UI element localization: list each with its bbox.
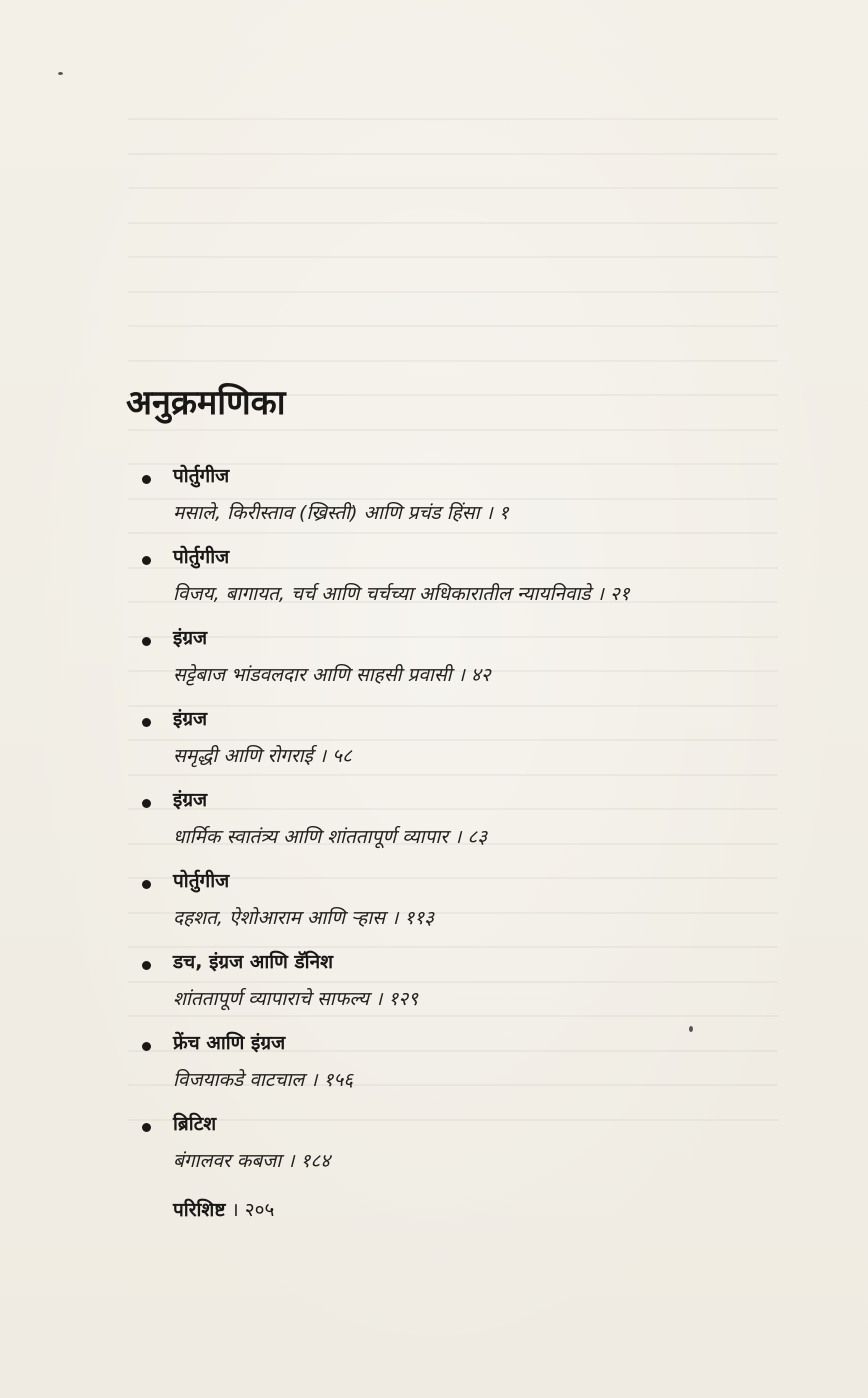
toc-entry-heading: इंग्रज	[173, 627, 208, 649]
toc-entry-subtitle: मसाले, किरीस्ताव (ख्रिस्ती) आणि प्रचंड हिंसा	[173, 502, 480, 524]
toc-entry-subtitle: समृद्धी आणि रोगराई	[173, 745, 313, 767]
toc-entry-separator: ।	[451, 664, 471, 686]
toc-entry	[140, 867, 800, 948]
toc-entry-page-number: १२९	[388, 988, 418, 1010]
toc-entry	[140, 543, 800, 624]
bleed-line	[128, 291, 778, 293]
toc-entry-subtitle-line	[173, 580, 630, 606]
toc-entry-heading: पोर्तुगीज	[173, 870, 230, 892]
bleed-line	[128, 153, 778, 155]
bullet-icon	[142, 961, 151, 970]
toc-entry	[140, 462, 800, 543]
toc-entry	[140, 624, 800, 705]
toc-entry-subtitle: सट्टेबाज भांडवलदार आणि साहसी प्रवासी	[173, 664, 452, 686]
toc-entry-subtitle: विजयाकडे वाटचाल	[173, 1069, 305, 1091]
appendix-page-number: २०५	[244, 1199, 275, 1221]
toc-entry-page-number: १	[498, 502, 509, 524]
toc-entry-subtitle-line	[173, 985, 418, 1011]
toc-entry-subtitle-line	[173, 661, 491, 687]
toc-entry-separator: ।	[448, 826, 468, 848]
page-title: अनुक्रमणिका	[126, 383, 286, 423]
bleed-line	[128, 222, 778, 224]
bleed-line	[128, 256, 778, 258]
bleed-line	[128, 118, 778, 120]
bullet-icon	[142, 556, 151, 565]
bullet-icon	[142, 637, 151, 646]
toc-entry-subtitle-line	[173, 904, 434, 930]
bullet-icon	[142, 475, 151, 484]
toc-entry-heading: ब्रिटिश	[173, 1113, 217, 1135]
toc-entry-heading: पोर्तुगीज	[173, 546, 230, 568]
bleed-line	[128, 429, 778, 431]
toc-entry-separator: ।	[479, 502, 499, 524]
bullet-icon	[142, 799, 151, 808]
toc-entry-heading: डच, इंग्रज आणि डॅनिश	[173, 951, 334, 973]
toc-entry	[140, 1110, 800, 1191]
toc-entry-page-number: ४२	[470, 664, 491, 686]
paper-speck	[58, 72, 63, 75]
toc-entry-subtitle: विजय, बागायत, चर्च आणि चर्चच्या अधिकारातील न्यायनिवाडे	[173, 583, 591, 605]
bullet-icon	[142, 718, 151, 727]
toc-entry	[140, 1029, 800, 1110]
appendix-separator: ।	[225, 1199, 245, 1221]
toc-entry-separator: ।	[385, 907, 405, 929]
toc-entry	[140, 786, 800, 867]
toc-entry-subtitle-line	[173, 1066, 353, 1092]
toc-entry-subtitle-line	[173, 499, 509, 525]
toc-entry-page-number: १८४	[300, 1150, 331, 1172]
toc-entry-subtitle-line	[173, 823, 487, 849]
bullet-icon	[142, 1042, 151, 1051]
appendix-entry	[173, 1196, 274, 1222]
toc-entry-page-number: ११३	[404, 907, 435, 929]
toc-entry-page-number: ५८	[332, 745, 352, 767]
toc-entry-separator: ।	[312, 745, 333, 767]
toc-entry-subtitle: बंगालवर कबजा	[173, 1150, 282, 1172]
table-of-contents	[140, 462, 800, 1191]
bleed-line	[128, 325, 778, 327]
toc-entry-page-number: १५६	[323, 1069, 354, 1091]
toc-entry-subtitle-line	[173, 1147, 330, 1173]
toc-entry-separator: ।	[304, 1069, 324, 1091]
toc-entry	[140, 948, 800, 1029]
bullet-icon	[142, 1123, 151, 1132]
toc-entry-page-number: ८३	[467, 826, 488, 848]
bleed-line	[128, 360, 778, 362]
toc-entry-subtitle: दहशत, ऐशोआराम आणि ऱ्हास	[173, 907, 386, 929]
toc-entry-separator: ।	[590, 583, 610, 605]
toc-entry	[140, 705, 800, 786]
toc-entry-heading: इंग्रज	[173, 708, 208, 730]
toc-entry-heading: पोर्तुगीज	[173, 465, 230, 487]
toc-entry-separator: ।	[369, 988, 389, 1010]
bleed-line	[128, 187, 778, 189]
appendix-label: परिशिष्ट	[173, 1199, 226, 1221]
toc-entry-subtitle-line	[173, 742, 352, 768]
toc-entry-heading: इंग्रज	[173, 789, 208, 811]
toc-entry-heading: फ्रेंच आणि इंग्रज	[173, 1032, 286, 1054]
toc-entry-separator: ।	[281, 1150, 301, 1172]
toc-entry-page-number: २१	[609, 583, 630, 605]
toc-entry-subtitle: शांततापूर्ण व्यापाराचे साफल्य	[173, 988, 370, 1010]
bullet-icon	[142, 880, 151, 889]
toc-entry-subtitle: धार्मिक स्वातंत्र्य आणि शांततापूर्ण व्यापार	[173, 826, 449, 848]
